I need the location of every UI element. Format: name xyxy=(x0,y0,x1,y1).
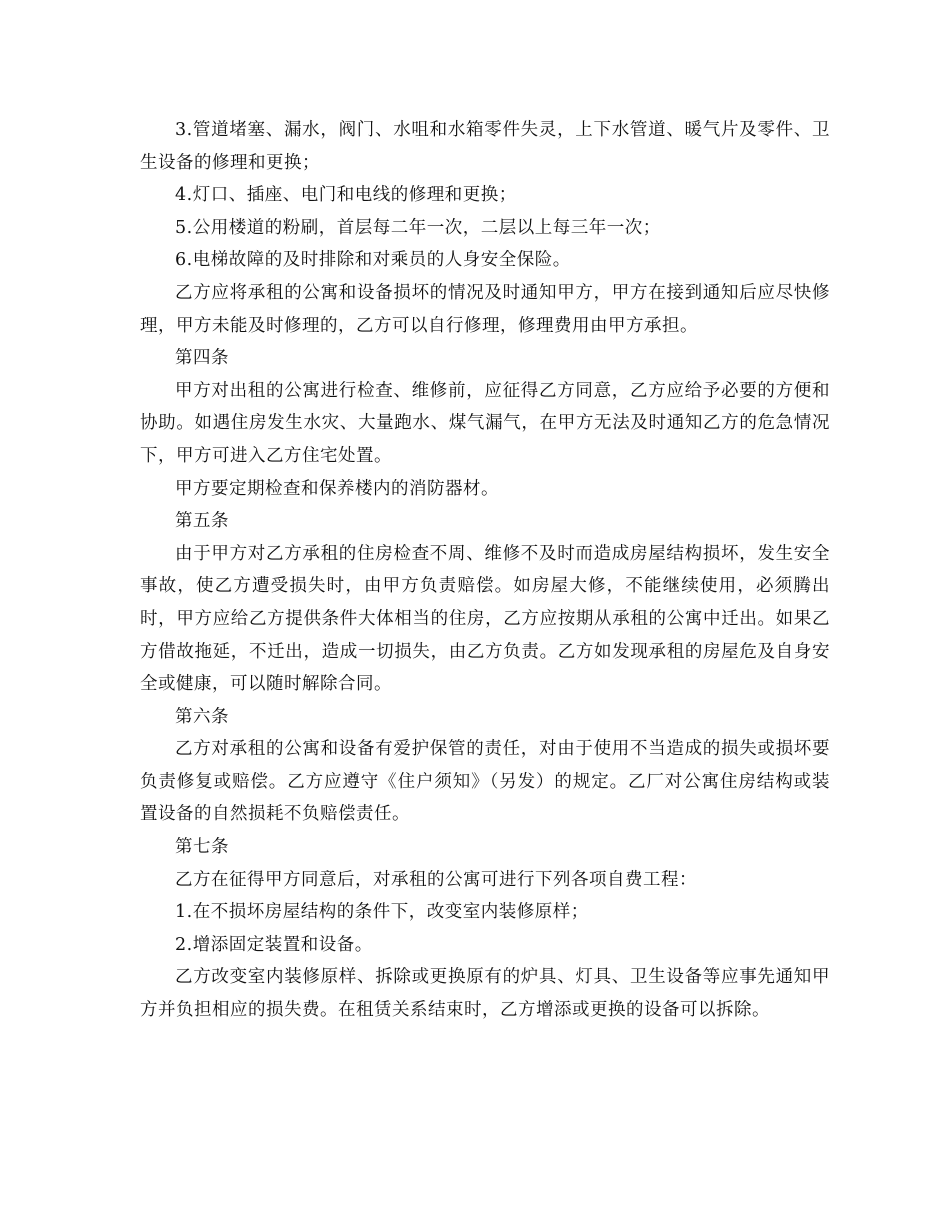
article-heading-5: 第五条 xyxy=(175,511,229,532)
paragraph-self-funded-works: 乙方在征得甲方同意后，对承租的公寓可进行下列各项自费工程： xyxy=(175,869,697,890)
paragraph-liability: 由于甲方对乙方承租的住房检查不周、维修不及时而造成房屋结构损坏，发生安全事故，使乙方遭受损失时，由甲方负责赔偿。如房屋大修，不能继续使用，必须腾出时，甲方应给乙方提供条件大体相当的住房，乙方应按期从承租的公寓中迁出。如果乙方借故拖延，不迁出，造成一切损失，由乙方负责。乙方如发现承租的房屋危及自身安全或健康，可以随时解除合同。 xyxy=(140,543,830,695)
paragraph-item-4: 4.灯口、插座、电门和电线的修理和更换； xyxy=(175,185,517,206)
paragraph-item-3: 3.管道堵塞、漏水，阀门、水咀和水箱零件失灵，上下水管道、暖气片及零件、卫生设备的修理和更换； xyxy=(140,120,830,173)
document-body xyxy=(140,114,830,1027)
article-heading-6: 第六条 xyxy=(175,706,229,727)
paragraph-care-responsibility: 乙方对承租的公寓和设备有爱护保管的责任，对由于使用不当造成的损失或损坏要负责修复或赔偿。乙方应遵守《住户须知》（另发）的规定。乙厂对公寓住房结构或装置设备的自然损耗不负赔偿责任。 xyxy=(140,739,830,825)
paragraph-work-item-1: 1.在不损坏房屋结构的条件下，改变室内装修原样； xyxy=(175,902,589,923)
paragraph-renovation-notice: 乙方改变室内装修原样、拆除或更换原有的炉具、灯具、卫生设备等应事先通知甲方并负担相应的损失费。在租赁关系结束时，乙方增添或更换的设备可以拆除。 xyxy=(140,967,830,1021)
paragraph-work-item-2: 2.增添固定装置和设备。 xyxy=(175,934,373,955)
paragraph-item-6: 6.电梯故障的及时排除和对乘员的人身安全保险。 xyxy=(175,250,571,271)
paragraph-repair-notice: 乙方应将承租的公寓和设备损坏的情况及时通知甲方，甲方在接到通知后应尽快修理，甲方未能及时修理的，乙方可以自行修理，修理费用由甲方承担。 xyxy=(140,282,830,336)
paragraph-inspection: 甲方对出租的公寓进行检查、维修前，应征得乙方同意，乙方应给予必要的方便和协助。如遇住房发生水灾、大量跑水、煤气漏气，在甲方无法及时通知乙方的危急情况下，甲方可进入乙方住宅处置。 xyxy=(140,380,830,466)
article-heading-7: 第七条 xyxy=(175,837,229,858)
article-heading-4: 第四条 xyxy=(175,348,229,369)
paragraph-item-5: 5.公用楼道的粉刷，首层每二年一次，二层以上每三年一次； xyxy=(175,217,661,238)
paragraph-fire-equipment: 甲方要定期检查和保养楼内的消防器材。 xyxy=(175,478,499,499)
